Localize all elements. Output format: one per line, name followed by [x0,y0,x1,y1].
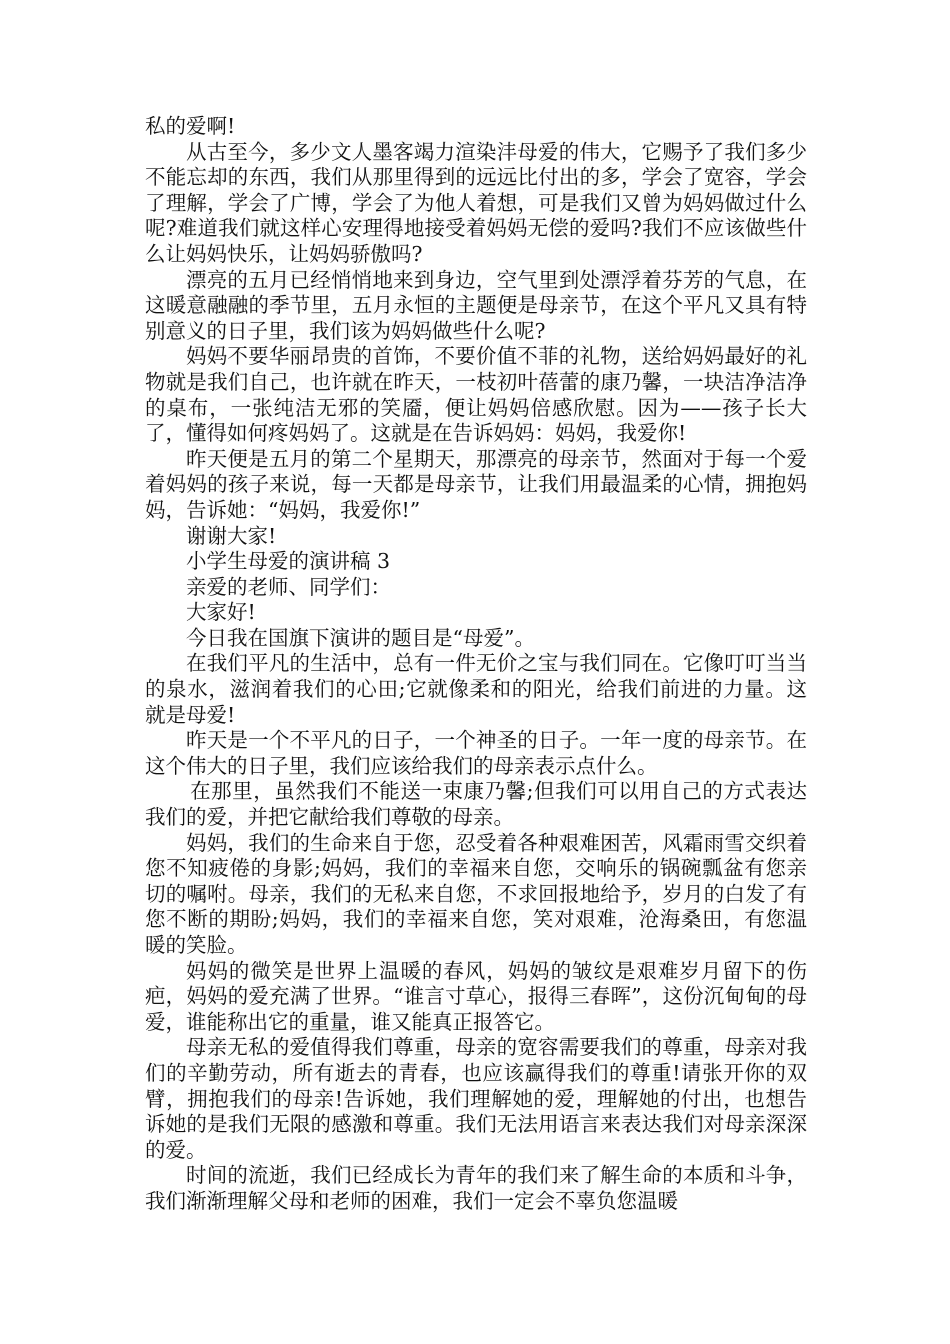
paragraph: 从古至今，多少文人墨客竭力渲染沣母爱的伟大，它赐予了我们多少不能忘却的东西，我们从那里得到的远远比付出的多，学会了宽容，学会了理解，学会了广博，学会了为他人着想，可是我们又曾为妈妈做过什么呢?难道我们就这样心安理得地接受着妈妈无偿的爱吗?我们不应该做些什么让妈妈快乐，让妈妈骄傲吗? [145,139,807,266]
paragraph: 漂亮的五月已经悄悄地来到身边，空气里到处漂浮着芬芳的气息，在这暖意融融的季节里，五月永恒的主题便是母亲节，在这个平凡又具有特别意义的日子里，我们该为妈妈做些什么呢? [145,267,807,343]
paragraph: 母亲无私的爱值得我们尊重，母亲的宽容需要我们的尊重，母亲对我们的辛勤劳动，所有逝去的青春，也应该赢得我们的尊重!请张开你的双臂，拥抱我们的母亲!告诉她，我们理解她的爱，理解她的付出，也想告诉她的是我们无限的感激和尊重。我们无法用语言来表达我们对母亲深深的爱。 [145,1035,807,1162]
paragraph: 时间的流逝，我们已经成长为青年的我们来了解生命的本质和斗争，我们渐渐理解父母和老师的困难，我们一定会不辜负您温暖 [145,1163,807,1213]
paragraph: 今日我在国旗下演讲的题目是“母爱”。 [186,625,535,650]
paragraph: 私的爱啊! [145,114,236,138]
paragraph: 妈妈的微笑是世界上温暖的春风，妈妈的皱纹是艰难岁月留下的伤疤，妈妈的爱充满了世界。“谁言寸草心，报得三春晖”，这份沉甸甸的母爱，谁能称出它的重量，谁又能真正报答它。 [145,958,807,1034]
greeting: 大家好! [186,600,256,625]
document-body [145,114,807,1215]
closing-line: 谢谢大家! [186,523,277,548]
section-title: 小学生母爱的演讲稿 3 [186,549,391,574]
salutation: 亲爱的老师、同学们： [186,574,391,599]
paragraph: 昨天是一个不平凡的日子，一个神圣的日子。一年一度的母亲节。在这个伟大的日子里，我们应该给我们的母亲表示点什么。 [145,728,807,778]
paragraph: 在我们平凡的生活中，总有一件无价之宝与我们同在。它像叮叮当当的泉水，滋润着我们的心田;它就像柔和的阳光，给我们前进的力量。这就是母爱! [145,651,807,727]
paragraph: 在那里，虽然我们不能送一束康乃馨;但我们可以用自己的方式表达我们的爱，并把它献给我们尊敬的母亲。 [145,779,807,830]
paragraph: 妈妈，我们的生命来自于您，忍受着各种艰难困苦，风霜雨雪交织着您不知疲倦的身影;妈妈，我们的幸福来自您，交响乐的锅碗瓢盆有您亲切的嘱咐。母亲，我们的无私来自您，不求回报地给予，岁月的白发了有您不断的期盼;妈妈，我们的幸福来自您，笑对艰难，沧海桑田，有您温暖的笑脸。 [145,830,807,957]
paragraph: 妈妈不要华丽昂贵的首饰，不要价值不菲的礼物，送给妈妈最好的礼物就是我们自己，也许就在昨天，一枝初叶蓓蕾的康乃馨，一块洁净洁净的桌布，一张纯洁无邪的笑靥，便让妈妈倍感欣慰。因为——孩子长大了，懂得如何疼妈妈了。这就是在告诉妈妈：妈妈，我爱你! [145,344,807,446]
paragraph: 昨天便是五月的第二个星期天，那漂亮的母亲节，然面对于每一个爱着妈妈的孩子来说，每一天都是母亲节，让我们用最温柔的心情，拥抱妈妈，告诉她：“妈妈，我爱你!” [145,446,807,522]
